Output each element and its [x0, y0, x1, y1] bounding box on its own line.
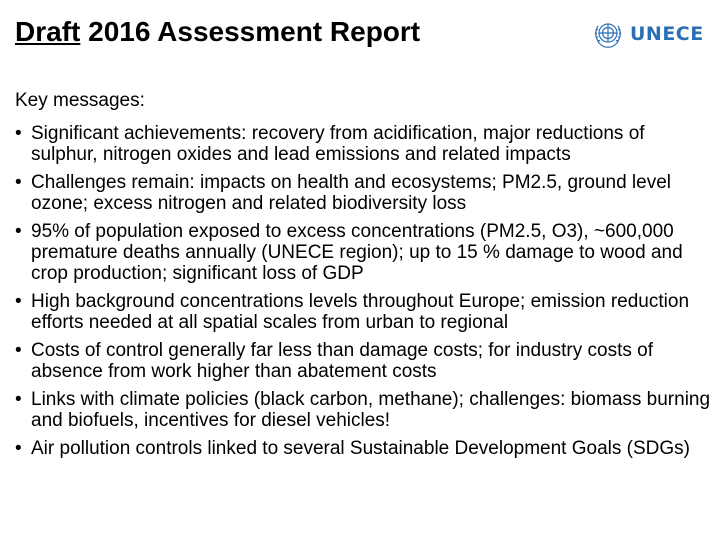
page-title [15, 14, 420, 50]
unece-logo [590, 14, 704, 54]
title-draft-word: Draft [15, 16, 81, 47]
logo-text: UNECE [630, 23, 704, 45]
bullet-dot: • [15, 291, 22, 312]
bullet-dot: • [15, 340, 22, 361]
bullet-text: Links with climate policies (black carbon, methane); challenges: biomass burning and biofuels, incentives for diesel vehicles! [31, 389, 711, 431]
bullet-text: High background concentrations levels throughout Europe; emission reduction efforts needed at all spatial scales from urban to regional [31, 291, 690, 333]
key-messages-list [15, 123, 715, 459]
bullet-dot: • [15, 438, 22, 459]
list-item [15, 123, 715, 165]
title-rest: 2016 Assessment Report [80, 16, 421, 47]
bullet-dot: • [15, 221, 22, 242]
list-item [15, 221, 715, 284]
bullet-text: Challenges remain: impacts on health and ecosystems; PM2.5, ground level ozone; excess nitrogen and related biodiversity loss [31, 172, 672, 214]
bullet-text: Significant achievements: recovery from acidification, major reductions of sulphur, nitrogen oxides and lead emissions and related impacts [31, 123, 645, 165]
bullet-text: Costs of control generally far less than damage costs; for industry costs of absence from work higher than abatement costs [31, 340, 654, 382]
list-item [15, 438, 715, 459]
list-item [15, 340, 715, 382]
list-item [15, 172, 715, 214]
content-area [15, 90, 715, 466]
bullet-dot: • [15, 172, 22, 193]
bullet-dot: • [15, 123, 22, 144]
bullet-text: 95% of population exposed to excess concentrations (PM2.5, O3), ~600,000 premature deaths annually (UNECE region); up to 15 % damage to wood and crop production; significant loss of GDP [31, 221, 683, 284]
list-item [15, 291, 715, 333]
un-emblem-icon [590, 16, 626, 52]
bullet-text: Air pollution controls linked to several Sustainable Development Goals (SDGs) [31, 438, 690, 459]
bullet-dot: • [15, 389, 22, 410]
key-messages-heading: Key messages: [15, 90, 145, 111]
list-item [15, 389, 715, 431]
